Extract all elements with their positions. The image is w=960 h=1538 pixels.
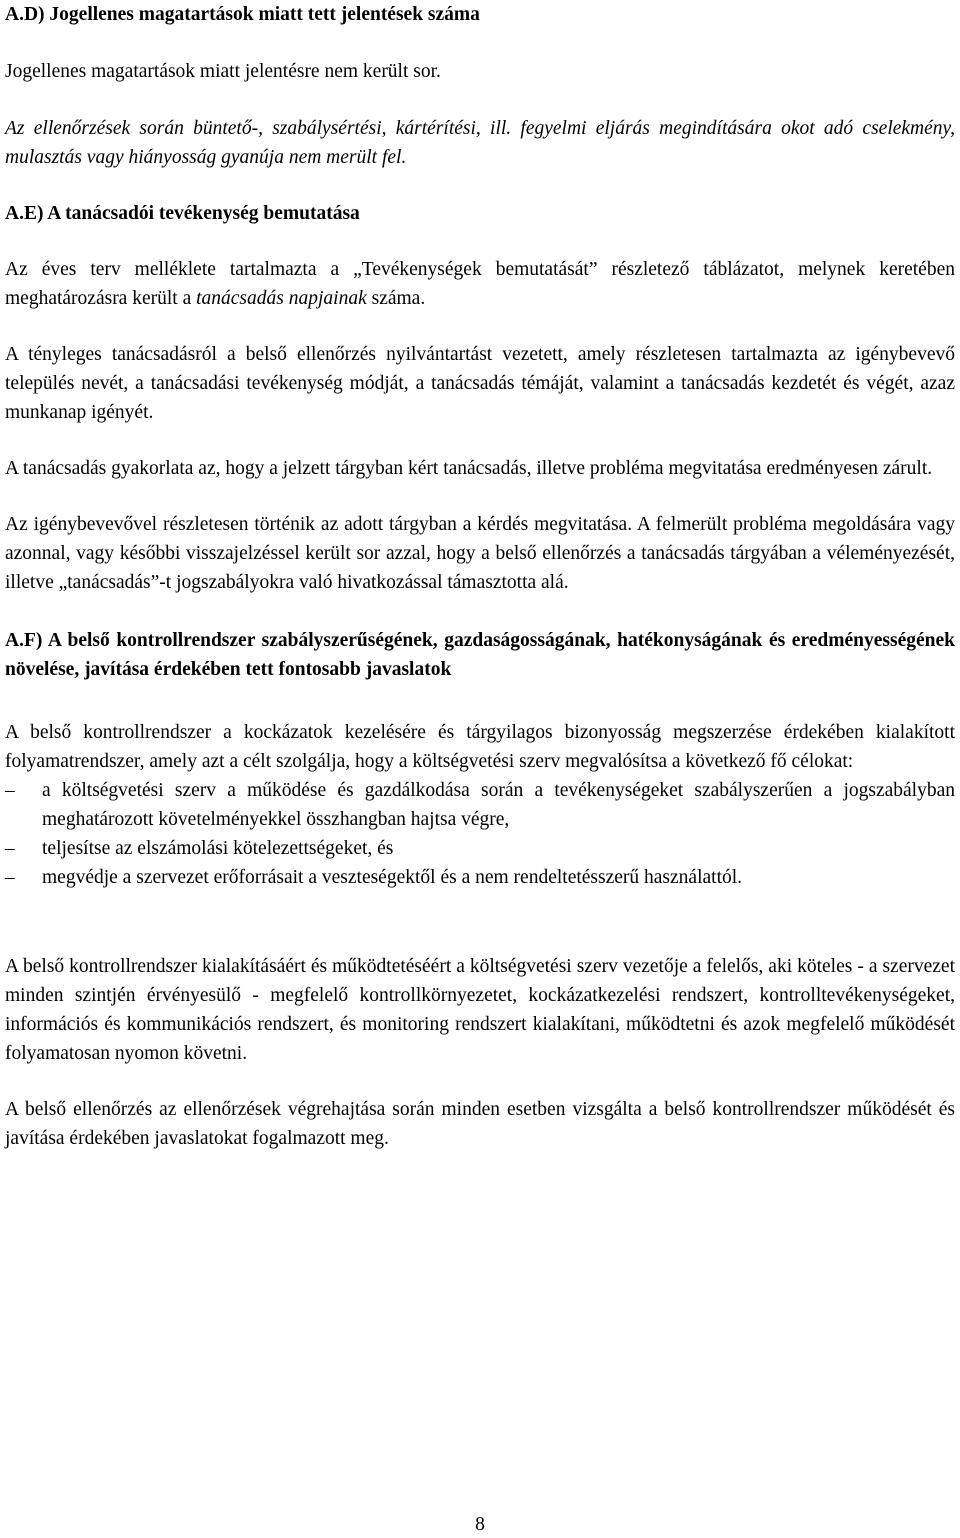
section-d-paragraph-1: Jogellenes magatartások miatt jelentésre nem került sor. [5,61,441,82]
section-f-paragraph-3: A belső ellenőrzés az ellenőrzések végrehajtása során minden esetben vizsgálta a belső kontrollrendszer működését és javítása érdekében javaslatokat fogalmazott meg. [5,1099,955,1149]
dash-bullet: – [5,867,15,888]
section-d-paragraph-2: Az ellenőrzések során büntető-, szabálysértési, kártérítési, ill. fegyelmi eljárás megindítására okot adó cselekmény, mulasztás vagy hiányosság gyanúja nem merült fel. [5,118,955,168]
e-p1-text-a: Az éves terv melléklete tartalmazta a „Tevékenységek bemutatását” részletező táblázatot, melynek keretében meghatározásra került a [5,259,955,309]
list-item [5,834,955,863]
dash-bullet: – [5,780,15,801]
section-f-paragraph-1: A belső kontrollrendszer a kockázatok kezelésére és tárgyilagos bizonyosság megszerzése érdekében kialakított folyamatrendszer, amely azt a célt szolgálja, hogy a költségvetési szerv megvalósítsa a következő fő célokat: [5,722,955,772]
list-item-text: teljesítse az elszámolási kötelezettségeket, és [42,838,394,859]
section-e-paragraph-4: Az igénybevevővel részletesen történik az adott tárgyban a kérdés megvitatása. A felmerült probléma megoldására vagy azonnal, vagy későbbi visszajelzéssel került sor azzal, hogy a belső ellenőrzés a tanácsadás tárgyában a véleményezését, illetve „tanácsadás”-t jogszabályokra való hivatkozással támasztotta alá. [5,514,955,593]
section-e-heading: A.E) A tanácsadói tevékenység bemutatása [5,203,360,224]
dash-bullet: – [5,838,15,859]
section-f-paragraph-2: A belső kontrollrendszer kialakításáért és működtetéséért a költségvetési szerv vezetője a felelős, aki köteles - a szervezet minden szintjén érvényesülő - megfelelő kontrollkörnyezetet, kockázatkezelési rendszert, kontrolltevékenységeket, információs és kommunikációs rendszert, és monitoring rendszert kialakítani, működtetni és azok megfelelő működését folyamatosan nyomon követni. [5,956,955,1064]
document-page [5,0,955,1153]
section-e-paragraph-1 [5,255,955,313]
page-number: 8 [475,1514,485,1535]
list-item [5,863,955,892]
e-p1-text-b: száma. [366,288,426,309]
section-d-heading: A.D) Jogellenes magatartások miatt tett jelentések száma [5,4,480,25]
list-item-text: a költségvetési szerv a működése és gazdálkodása során a tevékenységeket szabályszerűen a jogszabályban meghatározott követelményekkel összhangban hajtsa végre, [42,780,955,830]
e-p1-italic: tanácsadás napjainak [196,288,367,309]
list-item-text: megvédje a szervezet erőforrásait a veszteségektől és a nem rendeltetésszerű használattól. [42,867,743,888]
section-f-heading: A.F) A belső kontrollrendszer szabályszerűségének, gazdaságosságának, hatékonyságának és eredményességének növelése, javítása érdekében tett fontosabb javaslatok [5,630,955,680]
goals-list [5,776,955,892]
section-e-paragraph-3: A tanácsadás gyakorlata az, hogy a jelzett tárgyban kért tanácsadás, illetve probléma megvitatása eredményesen zárult. [5,458,933,479]
list-item [5,776,955,834]
section-e-paragraph-2: A tényleges tanácsadásról a belső ellenőrzés nyilvántartást vezetett, amely részletesen tartalmazta az igénybevevő település nevét, a tanácsadási tevékenység módját, a tanácsadás témáját, valamint a tanácsadás kezdetét és végét, azaz munkanap igényét. [5,344,955,423]
